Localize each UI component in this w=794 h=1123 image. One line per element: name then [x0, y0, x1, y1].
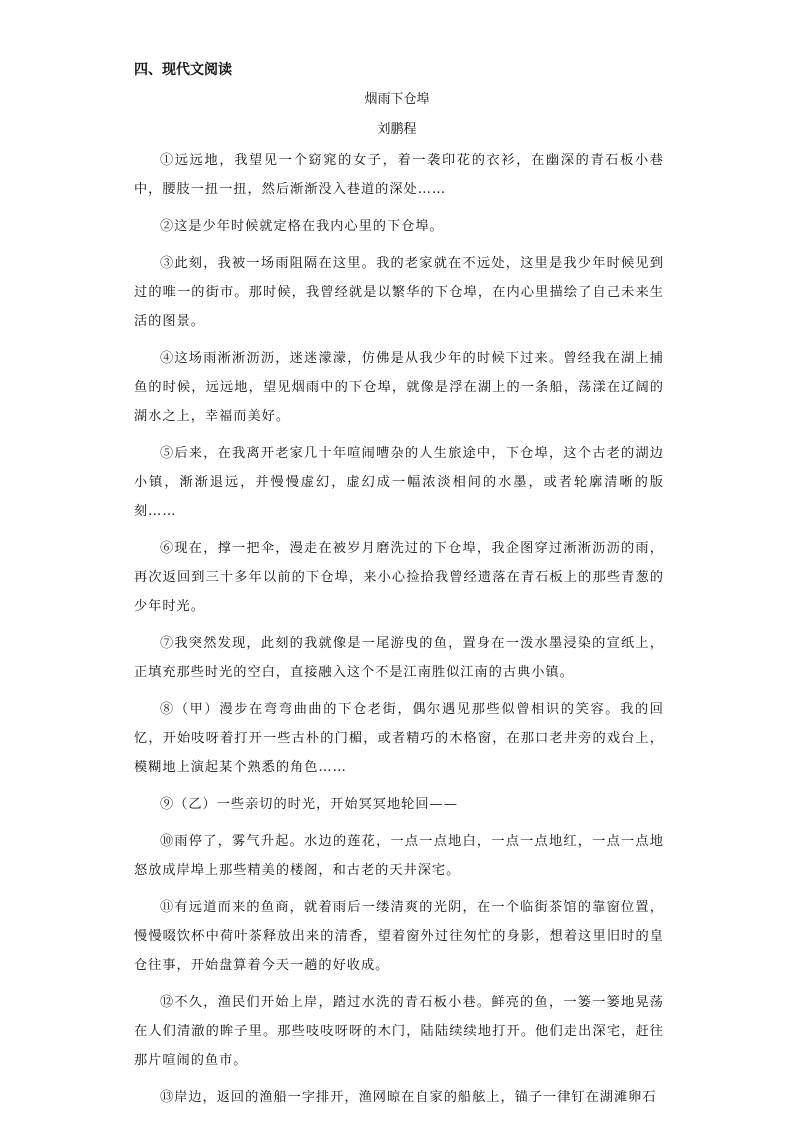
paragraph-1: ①远远地，我望见一个窈窕的女子，着一袭印花的衣衫，在幽深的青石板小巷中，腰肢一扭一扭，然后渐渐没入巷道的深处…… [134, 153, 664, 197]
paragraph-10: ⑩雨停了，雾气升起。水边的莲花，一点一点地白，一点一点地红，一点一点地怒放成岸埠上那些精美的楼阁，和古老的天井深宅。 [134, 834, 664, 878]
paragraph-11: ⑪有远道而来的鱼商，就着雨后一缕清爽的光阴，在一个临街茶馆的靠窗位置，慢慢啜饮杯中荷叶茶释放出来的清香，望着窗外过往匆忙的身影，想着这里旧时的皇仓往事，开始盘算着今天一趟的好收成。 [134, 900, 664, 973]
article-title: 烟雨下仓埠 [364, 92, 430, 107]
article-body [134, 146, 664, 1120]
paragraph-12: ⑫不久，渔民们开始上岸，踏过水洗的青石板小巷。鲜亮的鱼，一篓一篓地晃荡在人们清澈的眸子里。那些吱吱呀呀的木门，陆陆续续地打开。他们走出深宅，赶往那片喧闹的鱼市。 [134, 995, 664, 1068]
paragraph-3: ③此刻，我被一场雨阻隔在这里。我的老家就在不远处，这里是我少年时候见到过的唯一的街市。那时候，我曾经就是以繁华的下仓埠，在内心里描绘了自己未来生活的图景。 [134, 256, 664, 329]
section-heading: 四、现代文阅读 [134, 62, 232, 78]
article-author: 刘鹏程 [377, 122, 417, 137]
paragraph-8: ⑧（甲）漫步在弯弯曲曲的下仓老街，偶尔遇见那些似曾相识的笑容。我的回忆，开始吱呀着打开一些古朴的门楣，或者精巧的木格窗，在那口老井旁的戏台上，模糊地上演起某个熟悉的角色…… [134, 702, 664, 775]
paragraph-2: ②这是少年时候就定格在我内心里的下仓埠。 [160, 219, 444, 234]
paragraph-7: ⑦我突然发现，此刻的我就像是一尾游曳的鱼，置身在一泼水墨浸染的宣纸上，正填充那些时光的空白，直接融入这个不是江南胜似江南的古典小镇。 [134, 636, 664, 680]
paragraph-4: ④这场雨淅淅沥沥，迷迷濛濛，仿佛是从我少年的时候下过来。曾经我在湖上捕鱼的时候，远远地，望见烟雨中的下仓埠，就像是浮在湖上的一条船，荡漾在辽阔的湖水之上，幸福而美好。 [134, 351, 664, 424]
paragraph-13: ⑬岸边，返回的渔船一字排开，渔网晾在自家的船舷上，锚子一律钉在湖滩卵石 [160, 1090, 657, 1105]
paragraph-5: ⑤后来，在我离开老家几十年喧闹嘈杂的人生旅途中，下仓埠，这个古老的湖边小镇，渐渐退远，并慢慢虚幻，虚幻成一幅浓淡相间的水墨，或者轮廓清晰的版刻…… [134, 446, 664, 519]
paragraph-9: ⑨（乙）一些亲切的时光，开始冥冥地轮回—— [160, 797, 458, 812]
paragraph-6: ⑥现在，撑一把伞，漫走在被岁月磨洗过的下仓埠，我企图穿过淅淅沥沥的雨，再次返回到三十多年以前的下仓埠，来小心捡拾我曾经遗落在青石板上的那些青葱的少年时光。 [134, 541, 664, 614]
